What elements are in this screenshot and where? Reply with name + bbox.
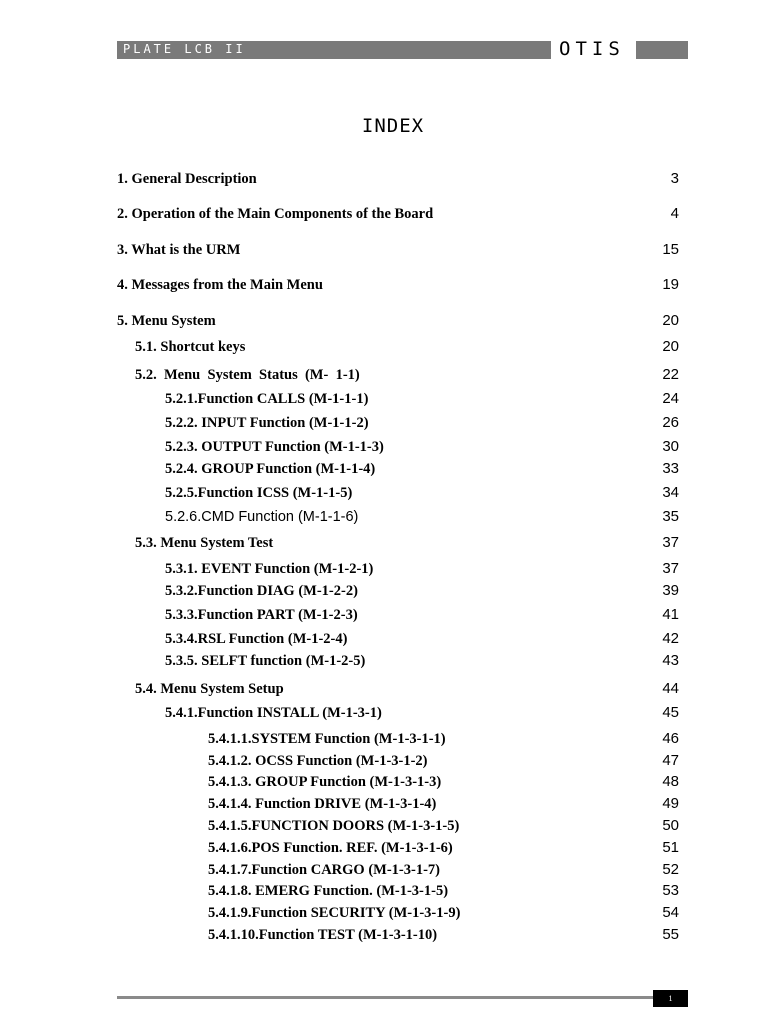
toc-entry-page: 50 [662,817,679,834]
toc-entry[interactable] [0,730,768,750]
toc-entry[interactable] [0,795,768,815]
toc-entry-label: 3. What is the URM [117,242,241,258]
toc-entry-label: 5.4.1.2. OCSS Function (M-1-3-1-2) [208,753,428,769]
toc-entry-page: 53 [662,882,679,899]
toc-entry-label: 5.4.1.8. EMERG Function. (M-1-3-1-5) [208,883,449,899]
page-number-badge: 1 [653,990,688,1007]
toc-entry-page: 43 [662,652,679,669]
brand-logo-text: OTIS [559,38,625,60]
toc-entry-label: 5.4.1.3. GROUP Function (M-1-3-1-3) [208,774,442,790]
toc-entry-page: 52 [662,861,679,878]
toc-entry[interactable] [0,817,768,837]
toc-entry[interactable] [0,839,768,859]
toc-entry[interactable] [0,680,768,700]
toc-entry-label: 5.3. Menu System Test [135,535,274,551]
toc-entry-label: 5.4.1.10.Function TEST (M-1-3-1-10) [208,927,438,943]
toc-entry-page: 46 [662,730,679,747]
toc-entry[interactable] [0,366,768,386]
toc-entry[interactable] [0,484,768,504]
toc-entry[interactable] [0,170,768,190]
toc-entry-page: 20 [662,338,679,355]
toc-entry[interactable] [0,560,768,580]
toc-entry[interactable] [0,438,768,458]
toc-entry-page: 47 [662,752,679,769]
toc-entry-label: 5.3.3.Function PART (M-1-2-3) [165,607,358,623]
toc-entry-label: 5.4.1.5.FUNCTION DOORS (M-1-3-1-5) [208,818,460,834]
toc-entry[interactable] [0,276,768,296]
toc-entry-page: 42 [662,630,679,647]
toc-entry-label: 5.4. Menu System Setup [135,681,284,697]
toc-entry-label: 5.4.1.6.POS Function. REF. (M-1-3-1-6) [208,840,453,856]
toc-entry-page: 51 [662,839,679,856]
toc-entry[interactable] [0,861,768,881]
toc-entry[interactable] [0,414,768,434]
toc-entry[interactable] [0,773,768,793]
toc-entry-label: 5.4.1.1.SYSTEM Function (M-1-3-1-1) [208,731,446,747]
toc-entry-page: 55 [662,926,679,943]
toc-entry-label: 5.4.1.9.Function SECURITY (M-1-3-1-9) [208,905,461,921]
toc-entry-page: 44 [662,680,679,697]
toc-entry-label: 2. Operation of the Main Components of the Board [117,206,434,222]
toc-entry-label: 5.2. Menu System Status (M- 1-1) [135,367,360,383]
toc-entry-label: 1. General Description [117,171,257,187]
toc-entry-page: 24 [662,390,679,407]
toc-entry-label: 4. Messages from the Main Menu [117,277,323,293]
toc-entry-label: 5.4.1.Function INSTALL (M-1-3-1) [165,705,382,721]
toc-entry[interactable] [0,926,768,946]
toc-entry-page: 49 [662,795,679,812]
toc-entry-label: 5.3.4.RSL Function (M-1-2-4) [165,631,348,647]
toc-entry-page: 41 [662,606,679,623]
toc-entry-page: 20 [662,312,679,329]
toc-entry[interactable] [0,508,768,528]
toc-entry-page: 19 [662,276,679,293]
toc-entry[interactable] [0,882,768,902]
toc-entry[interactable] [0,241,768,261]
toc-entry-page: 35 [662,508,679,525]
toc-entry-label: 5.2.3. OUTPUT Function (M-1-1-3) [165,439,384,455]
toc-entry-page: 34 [662,484,679,501]
toc-entry-label: 5. Menu System [117,313,216,329]
toc-entry-label: 5.2.4. GROUP Function (M-1-1-4) [165,461,376,477]
toc-entry-label: 5.4.1.7.Function CARGO (M-1-3-1-7) [208,862,440,878]
toc-entry-page: 26 [662,414,679,431]
page-title: INDEX [361,115,425,137]
toc-entry-page: 22 [662,366,679,383]
toc-entry-label: 5.2.5.Function ICSS (M-1-1-5) [165,485,353,501]
toc-entry[interactable] [0,606,768,626]
toc-entry-label: 5.3.5. SELFT function (M-1-2-5) [165,653,366,669]
toc-entry[interactable] [0,904,768,924]
toc-entry-label: 5.1. Shortcut keys [135,339,246,355]
toc-entry-page: 15 [662,241,679,258]
toc-entry[interactable] [0,630,768,650]
toc-entry-page: 37 [662,534,679,551]
header-bar [117,41,551,59]
toc-entry[interactable] [0,205,768,225]
toc-entry[interactable] [0,704,768,724]
toc-entry[interactable] [0,582,768,602]
toc-entry-page: 4 [670,205,679,222]
toc-entry[interactable] [0,534,768,554]
toc-entry-label: 5.2.1.Function CALLS (M-1-1-1) [165,391,369,407]
toc-entry-label: 5.2.2. INPUT Function (M-1-1-2) [165,415,369,431]
footer-rule [117,996,653,999]
toc-entry[interactable] [0,312,768,332]
toc-entry[interactable] [0,338,768,358]
toc-entry-page: 45 [662,704,679,721]
header-bar-accent [636,41,688,59]
toc-entry-label: 5.4.1.4. Function DRIVE (M-1-3-1-4) [208,796,437,812]
toc-entry[interactable] [0,390,768,410]
toc-entry-page: 30 [662,438,679,455]
toc-entry-label: 5.3.1. EVENT Function (M-1-2-1) [165,561,374,577]
toc-entry-page: 39 [662,582,679,599]
toc-entry-page: 37 [662,560,679,577]
document-title: PLATE LCB II [123,42,246,56]
toc-entry-page: 48 [662,773,679,790]
toc-entry-page: 3 [670,170,679,187]
toc-entry[interactable] [0,652,768,672]
toc-entry-label: 5.3.2.Function DIAG (M-1-2-2) [165,583,358,599]
toc-entry-label: 5.2.6.CMD Function (M-1-1-6) [165,509,359,525]
toc-entry-page: 33 [662,460,679,477]
toc-entry-page: 54 [662,904,679,921]
toc-entry[interactable] [0,752,768,772]
toc-entry[interactable] [0,460,768,480]
